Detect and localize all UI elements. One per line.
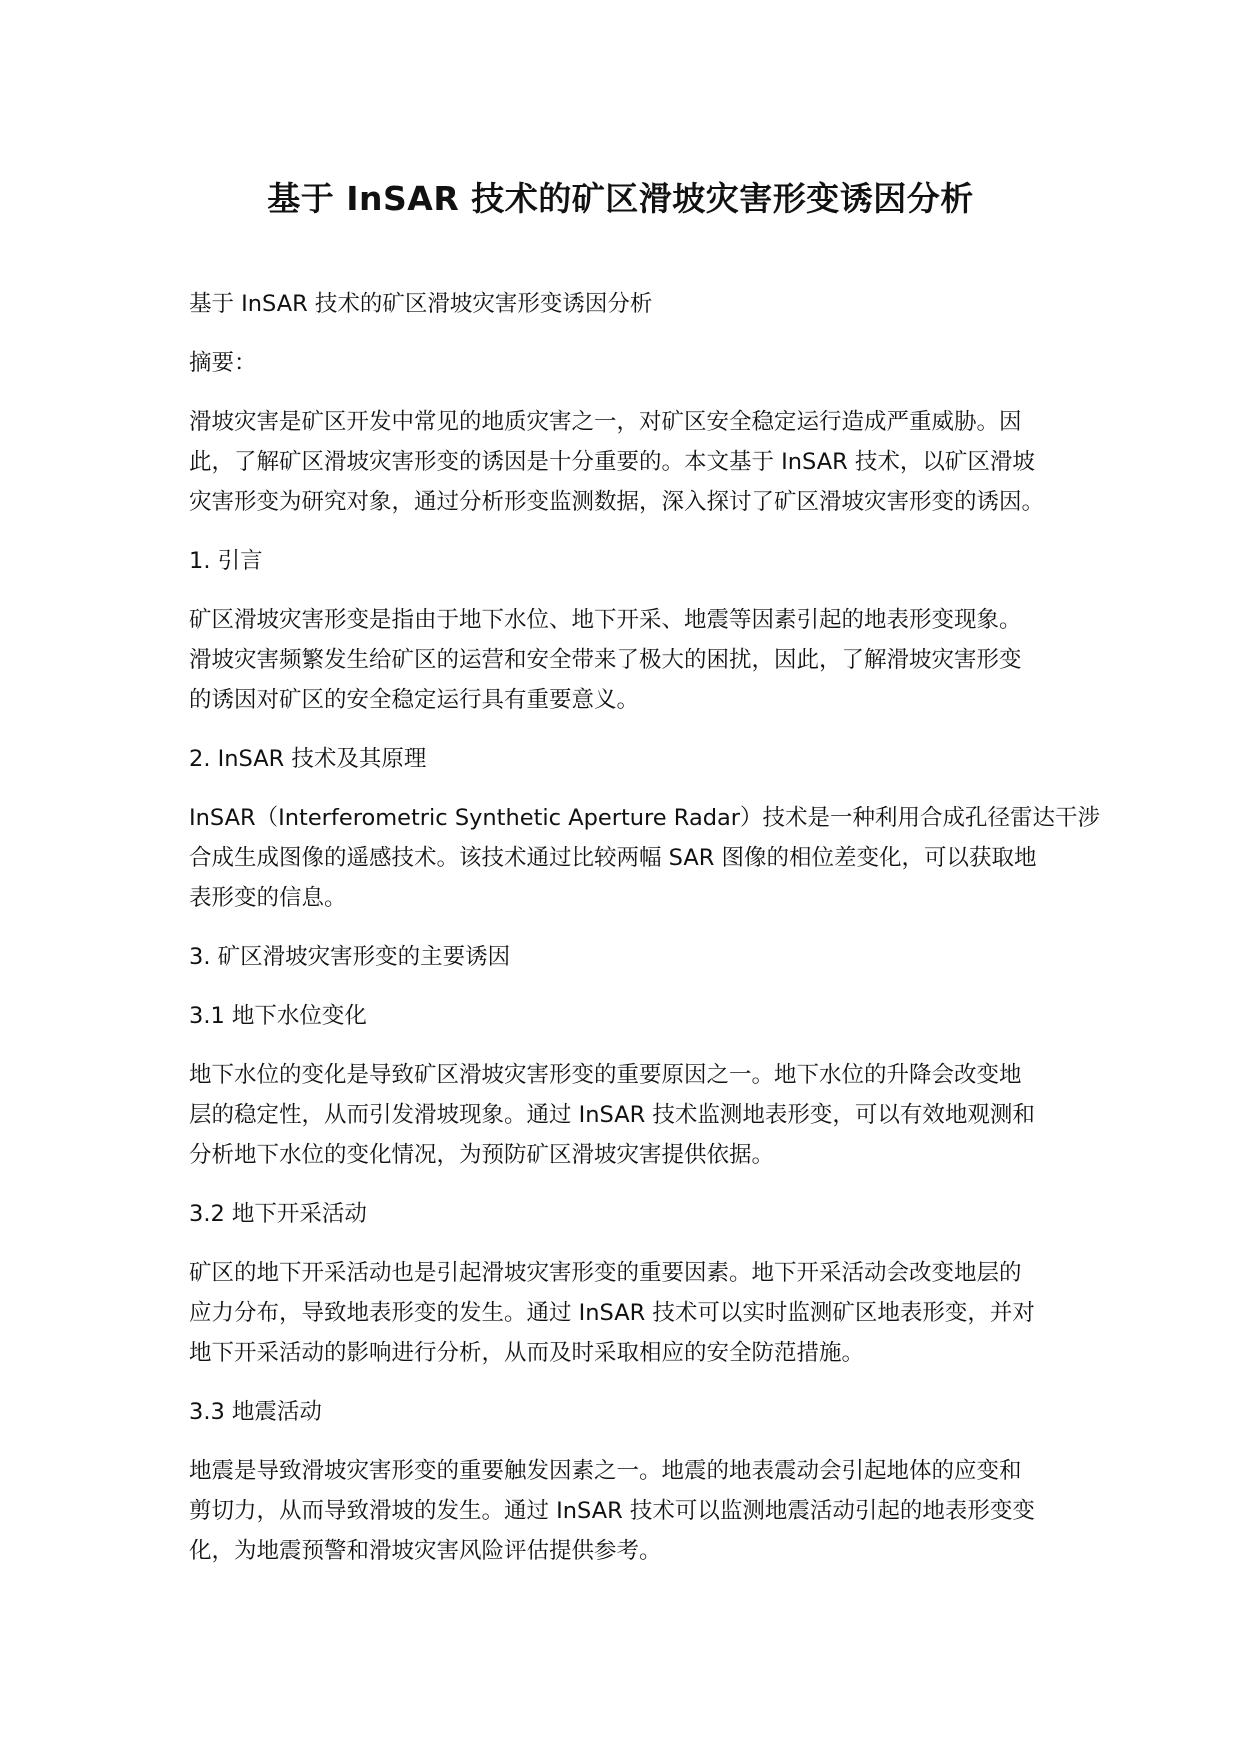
paragraph-line: 合成生成图像的遥感技术。该技术通过比较两幅 SAR 图像的相位差变化，可以获取地 bbox=[189, 845, 1037, 871]
subsection-heading-mining: 3.2 地下开采活动 bbox=[189, 1201, 367, 1227]
paragraph-line: 滑坡灾害频繁发生给矿区的运营和安全带来了极大的困扰，因此，了解滑坡灾害形变 bbox=[189, 647, 1022, 673]
section-heading-insar: 2. InSAR 技术及其原理 bbox=[189, 746, 427, 772]
abstract-line: 此，了解矿区滑坡灾害形变的诱因是十分重要的。本文基于 InSAR 技术，以矿区滑坡 bbox=[189, 449, 1035, 475]
paragraph-line: 剪切力，从而导致滑坡的发生。通过 InSAR 技术可以监测地震活动引起的地表形变变 bbox=[189, 1498, 1035, 1524]
paragraph-line: 应力分布，导致地表形变的发生。通过 InSAR 技术可以实时监测矿区地表形变，并对 bbox=[189, 1300, 1035, 1326]
paragraph-line: 化，为地震预警和滑坡灾害风险评估提供参考。 bbox=[189, 1538, 662, 1564]
document-title: 基于 InSAR 技术的矿区滑坡灾害形变诱因分析 bbox=[267, 179, 974, 218]
subsection-heading-earthquake: 3.3 地震活动 bbox=[189, 1399, 322, 1425]
abstract-line: 滑坡灾害是矿区开发中常见的地质灾害之一，对矿区安全稳定运行造成严重威胁。因 bbox=[189, 409, 1022, 435]
section-heading-causes: 3. 矿区滑坡灾害形变的主要诱因 bbox=[189, 944, 511, 970]
paragraph-line: 矿区滑坡灾害形变是指由于地下水位、地下开采、地震等因素引起的地表形变现象。 bbox=[189, 607, 1022, 633]
abstract-label: 摘要： bbox=[189, 350, 257, 376]
paragraph-line: 层的稳定性，从而引发滑坡现象。通过 InSAR 技术监测地表形变，可以有效地观测和 bbox=[189, 1102, 1035, 1128]
paragraph-line: 地下水位的变化是导致矿区滑坡灾害形变的重要原因之一。地下水位的升降会改变地 bbox=[189, 1062, 1022, 1088]
paragraph-line: 表形变的信息。 bbox=[189, 885, 347, 911]
subsection-heading-groundwater: 3.1 地下水位变化 bbox=[189, 1003, 367, 1029]
paragraph-line: 地震是导致滑坡灾害形变的重要触发因素之一。地震的地表震动会引起地体的应变和 bbox=[189, 1458, 1022, 1484]
document-subtitle: 基于 InSAR 技术的矿区滑坡灾害形变诱因分析 bbox=[189, 291, 653, 317]
paragraph-line: 分析地下水位的变化情况，为预防矿区滑坡灾害提供依据。 bbox=[189, 1142, 775, 1168]
paragraph-line: 矿区的地下开采活动也是引起滑坡灾害形变的重要因素。地下开采活动会改变地层的 bbox=[189, 1260, 1022, 1286]
paragraph-line: 的诱因对矿区的安全稳定运行具有重要意义。 bbox=[189, 687, 640, 713]
paragraph-line: InSAR（Interferometric Synthetic Aperture Radar）技术是一种利用合成孔径雷达干涉 bbox=[189, 805, 1101, 831]
section-heading-introduction: 1. 引言 bbox=[189, 548, 263, 574]
paragraph-line: 地下开采活动的影响进行分析，从而及时采取相应的安全防范措施。 bbox=[189, 1340, 865, 1366]
abstract-line: 灾害形变为研究对象，通过分析形变监测数据，深入探讨了矿区滑坡灾害形变的诱因。 bbox=[189, 489, 1045, 515]
